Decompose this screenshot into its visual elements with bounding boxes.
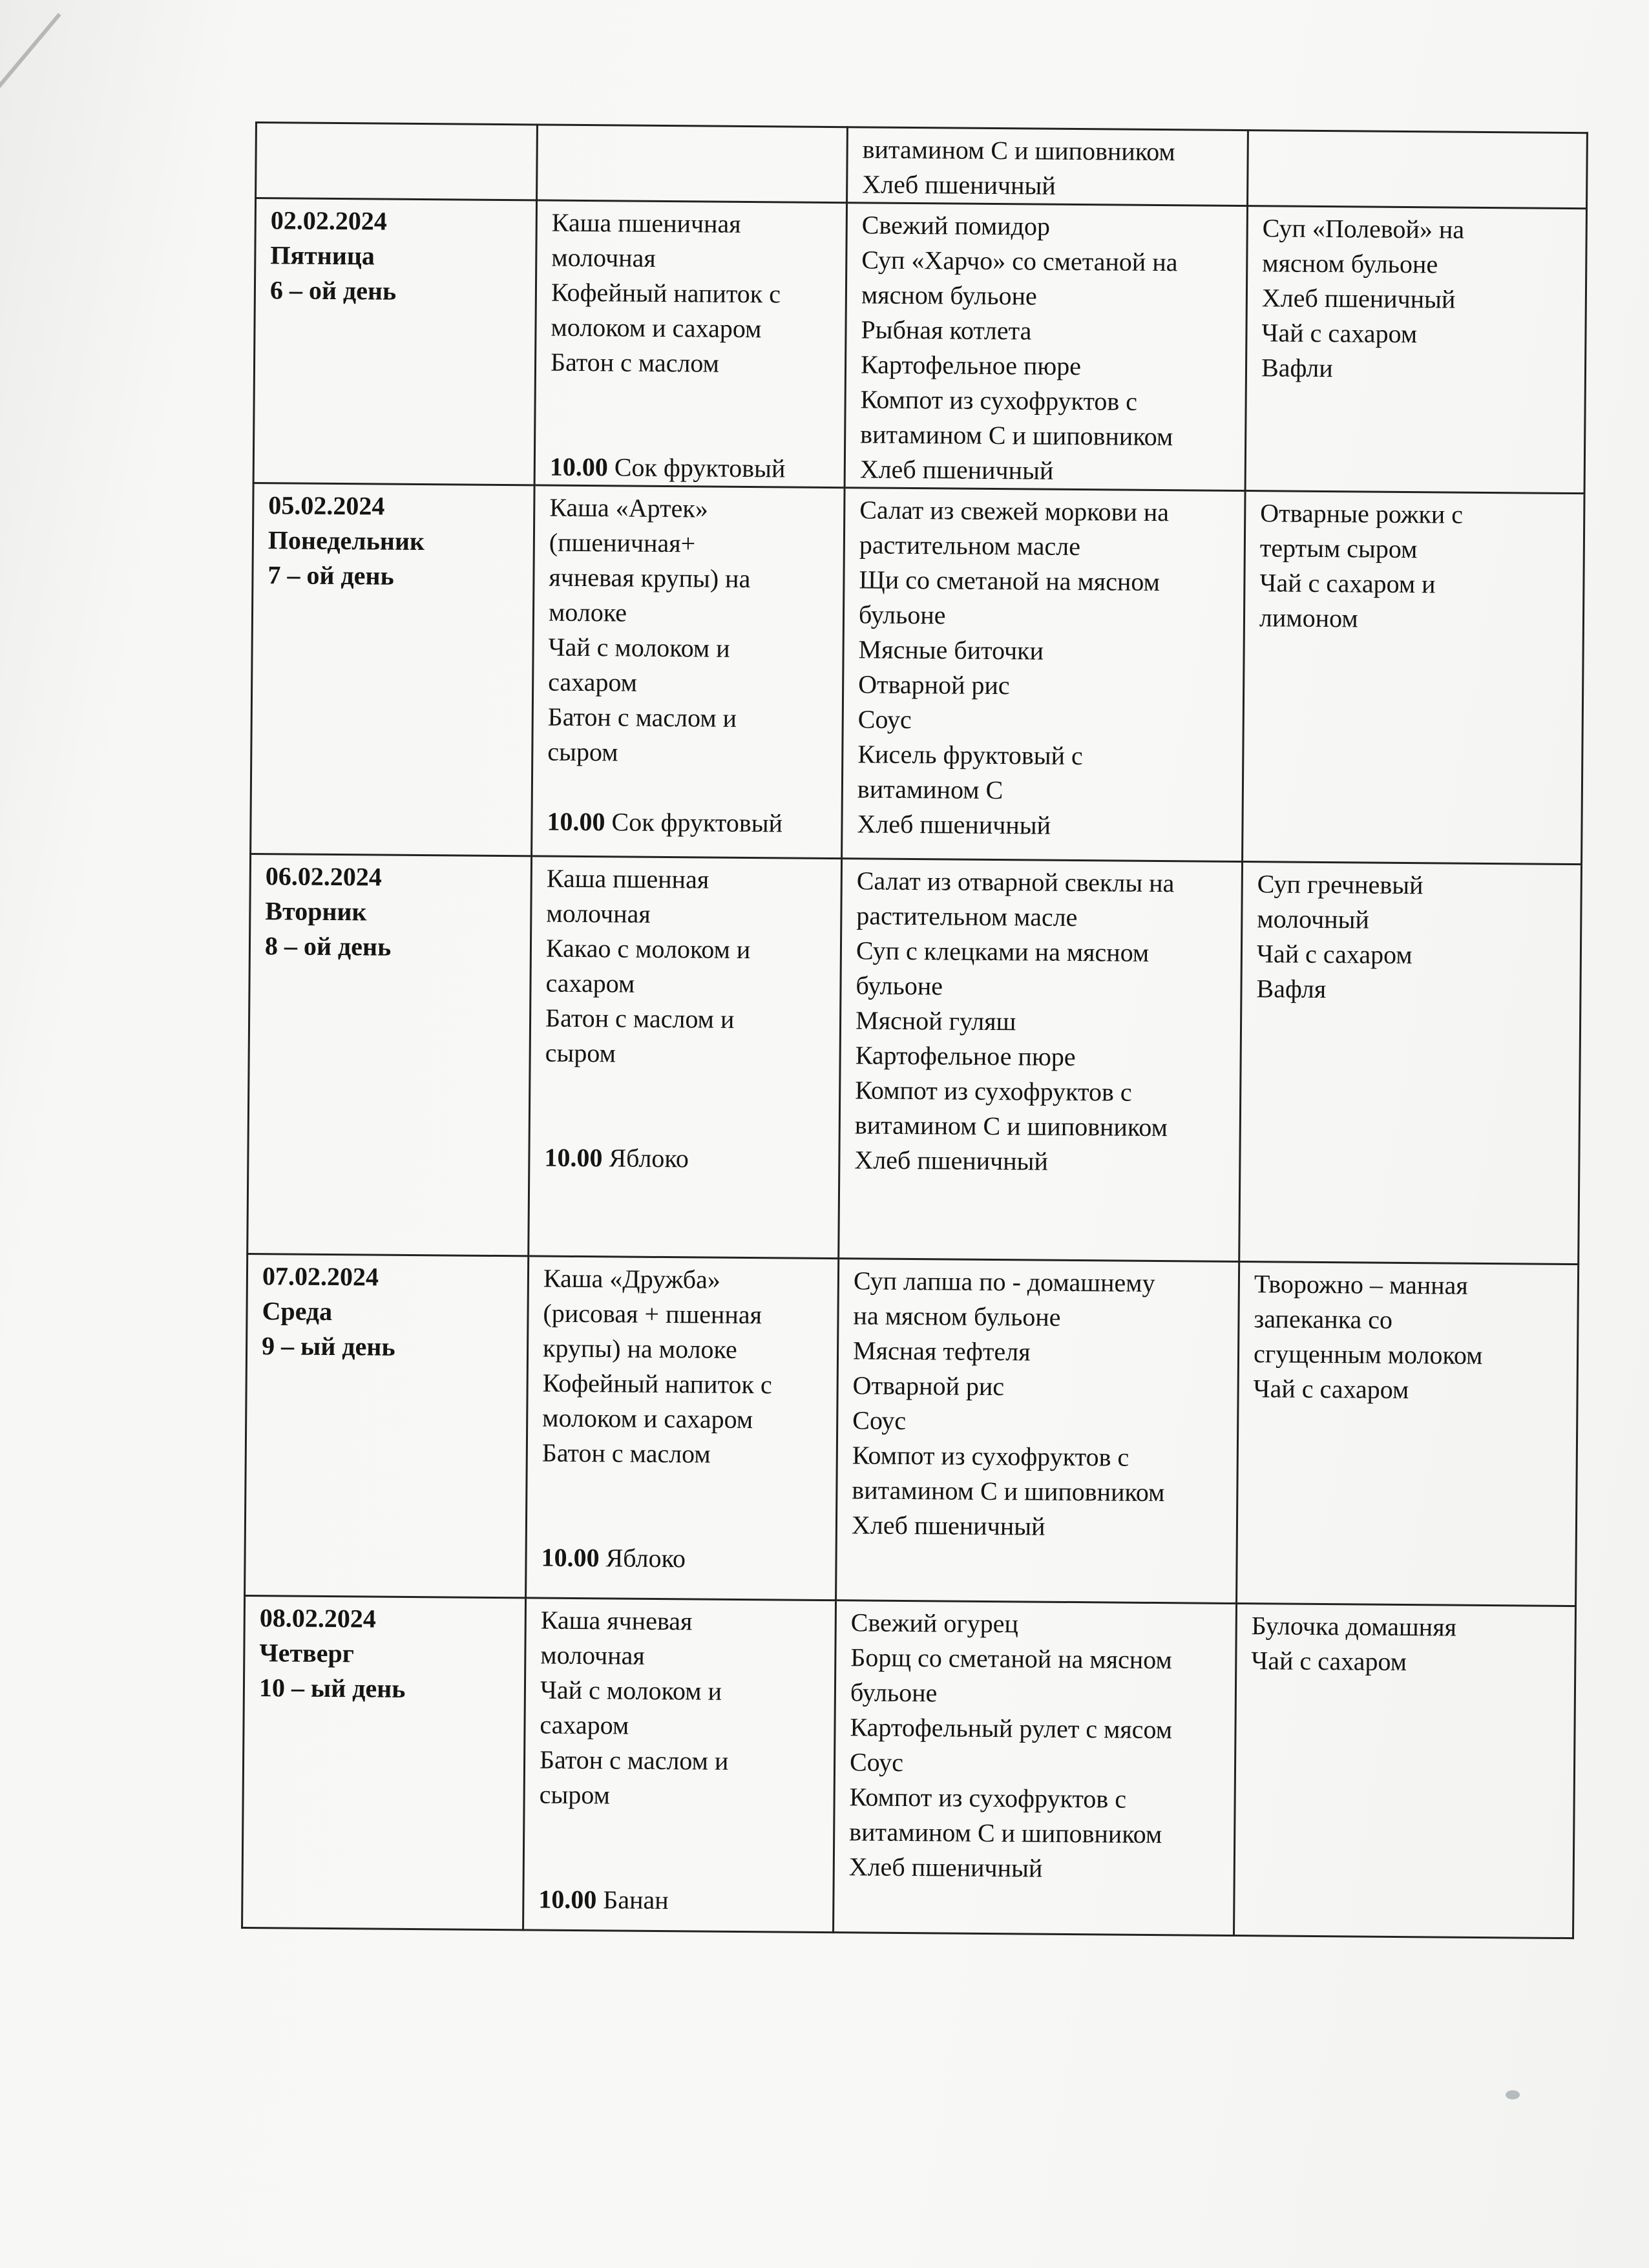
afternoon-item: Чай с сахаром: [1251, 1646, 1407, 1677]
breakfast-cell: [534, 200, 846, 488]
afternoon-snack-cell: [1245, 206, 1586, 494]
afternoon-snack-cell: [1243, 491, 1584, 865]
breakfast-item: молоком и сахаром: [542, 1403, 753, 1434]
breakfast-item: Чай с молоком и: [540, 1675, 722, 1706]
breakfast-item: Каша пшеничная: [551, 207, 741, 238]
afternoon-item: Суп «Полевой» на: [1262, 213, 1465, 244]
snack-time: 10.00: [549, 452, 608, 482]
breakfast-item: Каша «Дружба»: [543, 1263, 721, 1294]
day-line: Четверг: [259, 1638, 355, 1668]
afternoon-item: молочный: [1257, 904, 1370, 934]
day-cell: [247, 854, 532, 1255]
lunch-item: Компот из сухофруктов с: [849, 1782, 1127, 1814]
table-row: [245, 1254, 1579, 1606]
day-cell: [256, 123, 538, 200]
breakfast-item: Каша пшенная: [546, 863, 709, 894]
blank-line: [547, 770, 831, 806]
lunch-cell: [842, 488, 1245, 862]
day-line: 8 – ой день: [264, 931, 392, 961]
table-row: [242, 1595, 1576, 1938]
snack-line: [538, 1882, 822, 1919]
snack-item: Сок фруктовый: [614, 452, 786, 483]
afternoon-item: Суп гречневый: [1257, 869, 1423, 900]
afternoon-item: Отварные рожки с: [1260, 498, 1464, 529]
day-line: 10 – ый день: [258, 1673, 406, 1703]
breakfast-item: Батон с маслом: [541, 1438, 711, 1469]
scan-speck: [1506, 2090, 1520, 2099]
breakfast-item: сахаром: [548, 667, 638, 697]
snack-time: 10.00: [547, 806, 605, 837]
lunch-item: Мясная тефтеля: [852, 1336, 1031, 1367]
afternoon-item: лимоном: [1259, 603, 1358, 633]
breakfast-item: Батон с маслом и: [545, 1003, 735, 1034]
breakfast-item: сыром: [539, 1780, 611, 1810]
lunch-item: Компот из сухофруктов с: [852, 1440, 1129, 1472]
day-line: Среда: [262, 1296, 333, 1326]
breakfast-cell: [526, 1256, 839, 1601]
breakfast-item: сахаром: [545, 968, 635, 998]
lunch-item: витамином С и шиповником: [852, 1475, 1165, 1507]
day-line: 06.02.2024: [265, 861, 383, 892]
day-line: [271, 127, 526, 129]
afternoon-item: Чай с сахаром: [1261, 318, 1418, 349]
day-cell: [245, 1254, 529, 1597]
lunch-item: Суп с клецками на мясном: [856, 936, 1150, 967]
snack-item: Яблоко: [605, 1543, 686, 1573]
day-line: 08.02.2024: [259, 1603, 376, 1633]
lunch-item: витамином С и шиповником: [862, 134, 1175, 167]
lunch-cell: [834, 1601, 1237, 1936]
blank-line: [545, 1106, 828, 1142]
breakfast-item: молоком и сахаром: [551, 312, 762, 344]
lunch-item: Мясные биточки: [858, 635, 1044, 666]
blank-line: [541, 1471, 825, 1507]
day-cell: [251, 483, 534, 856]
snack-time: 10.00: [544, 1142, 603, 1173]
breakfast-item: молочная: [551, 242, 656, 273]
day-line: 9 – ый день: [261, 1331, 395, 1361]
afternoon-item: Вафли: [1261, 353, 1333, 383]
snack-line: [547, 804, 830, 841]
breakfast-item: Какао с молоком и: [545, 933, 751, 965]
afternoon-item: Чай с сахаром и: [1259, 568, 1436, 599]
lunch-item: Свежий помидор: [861, 210, 1051, 241]
day-line: Вторник: [265, 896, 367, 927]
day-line: 05.02.2024: [268, 490, 385, 521]
breakfast-item: сыром: [547, 737, 618, 767]
lunch-item: Свежий огурец: [850, 1608, 1019, 1639]
lunch-item: Хлеб пшеничный: [854, 1145, 1049, 1176]
snack-line: [544, 1140, 828, 1177]
lunch-item: Хлеб пшеничный: [857, 809, 1051, 840]
lunch-item: бульоне: [858, 600, 946, 630]
table-row: [253, 198, 1586, 494]
lunch-item: бульоне: [850, 1677, 938, 1708]
menu-table-body: [242, 123, 1588, 1938]
breakfast-item: Кофейный напиток с: [542, 1368, 772, 1400]
breakfast-item: Кофейный напиток с: [551, 277, 781, 309]
afternoon-item: Чай с сахаром: [1256, 939, 1413, 970]
snack-time: 10.00: [538, 1884, 597, 1915]
snack-item: Банан: [603, 1885, 669, 1915]
lunch-item: Хлеб пшеничный: [859, 454, 1054, 485]
breakfast-item: Батон с маслом и: [539, 1745, 729, 1776]
afternoon-item: мясном бульоне: [1262, 248, 1438, 279]
blank-line: [545, 1071, 828, 1108]
breakfast-item: крупы) на молоке: [542, 1333, 737, 1364]
lunch-item: Отварной рис: [852, 1370, 1005, 1402]
lunch-item: Соус: [857, 704, 912, 735]
lunch-item: Рыбная котлета: [861, 315, 1032, 346]
blank-line: [550, 415, 834, 452]
lunch-item: Картофельное пюре: [860, 350, 1082, 381]
lunch-item: Отварной рис: [858, 669, 1010, 700]
lunch-item: Кисель фруктовый с: [857, 739, 1083, 771]
snack-line: [541, 1540, 824, 1577]
afternoon-item: Чай с сахаром: [1253, 1374, 1409, 1405]
blank-line: [550, 380, 834, 417]
lunch-item: Хлеб пшеничный: [848, 1852, 1043, 1883]
lunch-item: растительном масле: [856, 901, 1078, 932]
breakfast-item: сахаром: [540, 1710, 629, 1740]
afternoon-item: тертым сыром: [1259, 533, 1418, 564]
lunch-item: растительном масле: [859, 530, 1081, 562]
snack-item: Яблоко: [609, 1143, 689, 1173]
table-row: [256, 123, 1588, 209]
lunch-item: Мясной гуляш: [855, 1005, 1016, 1036]
lunch-item: Хлеб пшеничный: [862, 169, 1056, 200]
lunch-item: витамином С: [857, 774, 1003, 805]
lunch-item: Компот из сухофруктов с: [855, 1075, 1132, 1107]
breakfast-cell: [532, 485, 845, 859]
afternoon-snack-cell: [1248, 131, 1588, 209]
snack-item: Сок фруктовый: [611, 807, 783, 838]
day-line: Пятница: [270, 240, 375, 271]
breakfast-item: Батон с маслом: [550, 347, 720, 378]
afternoon-item: Хлеб пшеничный: [1261, 283, 1456, 314]
afternoon-item: Булочка домашняя: [1251, 1611, 1457, 1642]
afternoon-snack-cell: [1237, 1262, 1579, 1606]
day-line: [271, 127, 526, 129]
breakfast-item: Чай с молоком и: [548, 632, 730, 663]
lunch-item: Соус: [849, 1747, 904, 1777]
afternoon-item: сгущенным молоком: [1253, 1339, 1483, 1370]
lunch-item: витамином С и шиповником: [860, 419, 1173, 452]
day-line: [271, 127, 526, 129]
table-row: [251, 483, 1584, 864]
afternoon-snack-cell: [1239, 862, 1582, 1265]
lunch-item: Салат из свежей моркови на: [859, 495, 1170, 527]
lunch-item: Соус: [852, 1405, 907, 1435]
page-fold-mark: [0, 13, 61, 224]
lunch-cell: [845, 203, 1247, 491]
snack-time: 10.00: [541, 1542, 600, 1573]
menu-table: [241, 121, 1588, 1939]
blank-line: [539, 1812, 823, 1849]
table-row: [247, 854, 1582, 1264]
breakfast-cell: [537, 125, 848, 203]
breakfast-item: Каша ячневая: [540, 1605, 693, 1636]
breakfast-item: Батон с маслом и: [547, 702, 737, 733]
lunch-item: витамином С и шиповником: [849, 1817, 1162, 1849]
afternoon-item: запеканка со: [1254, 1304, 1393, 1334]
lunch-item: Салат из отварной свеклы на: [856, 866, 1175, 898]
blank-line: [541, 1506, 825, 1542]
day-cell: [253, 198, 536, 485]
lunch-cell: [839, 859, 1243, 1262]
lunch-item: Суп лапша по - домашнему: [853, 1266, 1155, 1297]
day-line: 6 – ой день: [269, 275, 397, 306]
breakfast-cell: [529, 856, 842, 1259]
lunch-cell: [836, 1259, 1239, 1604]
blank-line: [539, 1847, 823, 1884]
lunch-item: Картофельное пюре: [855, 1040, 1076, 1072]
lunch-item: на мясном бульоне: [853, 1301, 1061, 1332]
lunch-item: Щи со сметаной на мясном: [859, 565, 1161, 597]
breakfast-item: молочная: [540, 1640, 645, 1670]
snack-line: [550, 450, 834, 487]
breakfast-item: Каша «Артек»: [549, 492, 708, 523]
lunch-item: витамином С и шиповником: [854, 1110, 1168, 1142]
day-line: 02.02.2024: [270, 205, 387, 236]
breakfast-item: ячневая крупы) на: [549, 562, 751, 594]
breakfast-item: молоке: [548, 597, 627, 627]
day-line: 7 – ой день: [268, 560, 394, 591]
breakfast-item: молочная: [546, 898, 651, 929]
lunch-item: Компот из сухофруктов с: [860, 384, 1138, 416]
breakfast-item: (пшеничная+: [549, 527, 696, 558]
lunch-item: мясном бульоне: [861, 280, 1037, 311]
day-line: Понедельник: [268, 525, 425, 556]
breakfast-item: (рисовая + пшенная: [543, 1298, 762, 1330]
afternoon-snack-cell: [1234, 1603, 1575, 1938]
breakfast-cell: [523, 1598, 836, 1933]
afternoon-item: Вафля: [1256, 974, 1327, 1004]
day-cell: [242, 1595, 526, 1929]
lunch-item: бульоне: [856, 971, 943, 1001]
breakfast-item: сыром: [545, 1038, 616, 1068]
lunch-cell: [847, 127, 1248, 206]
lunch-item: Борщ со сметаной на мясном: [850, 1643, 1172, 1675]
afternoon-item: Творожно – манная: [1254, 1269, 1468, 1300]
lunch-item: Картофельный рулет с мясом: [850, 1712, 1173, 1745]
lunch-item: Хлеб пшеничный: [851, 1510, 1045, 1541]
day-line: 07.02.2024: [262, 1261, 379, 1292]
lunch-item: Суп «Харчо» со сметаной на: [861, 245, 1178, 277]
